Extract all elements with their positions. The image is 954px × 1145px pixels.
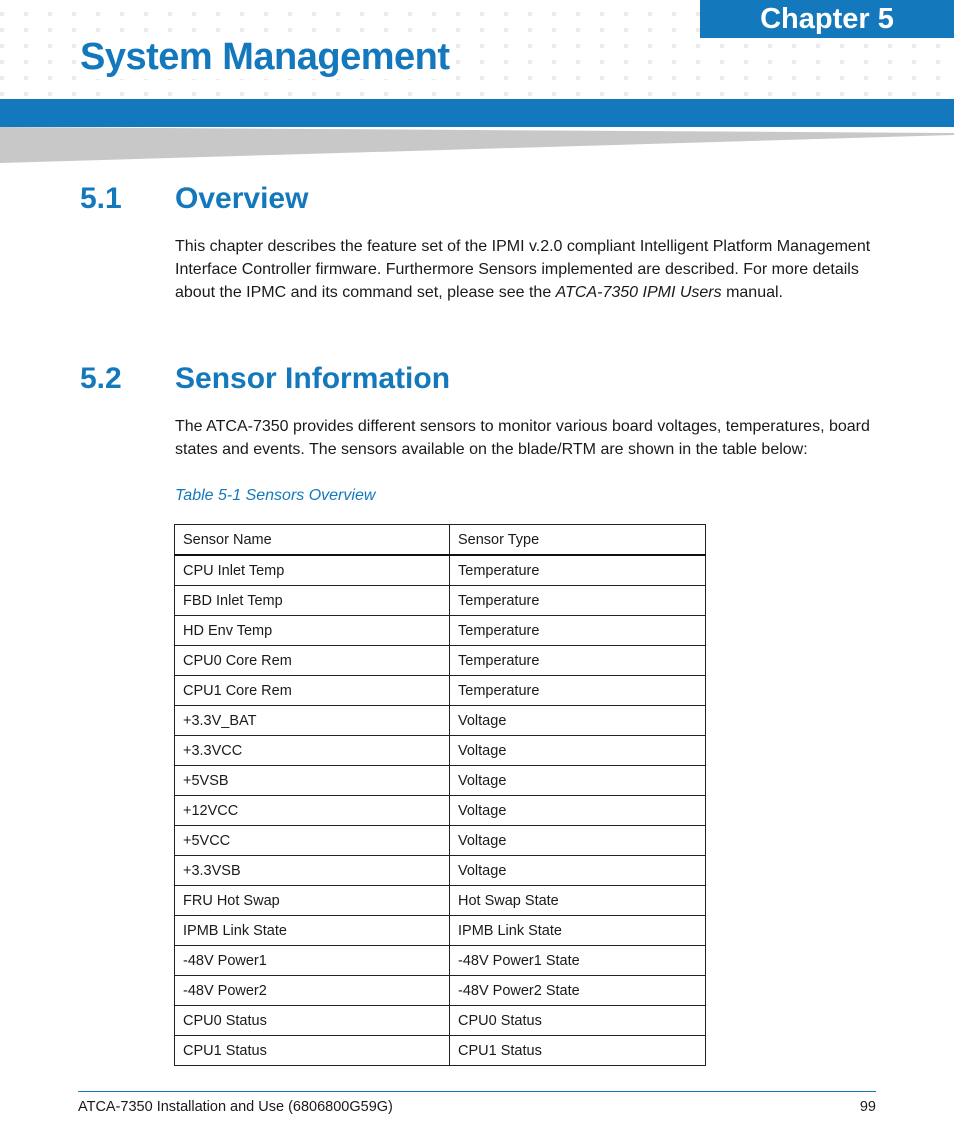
- sensor-type-cell: Voltage: [450, 826, 706, 856]
- table-row: [175, 586, 706, 616]
- sensor-name-cell: CPU0 Status: [175, 1006, 450, 1036]
- footer-rule: [78, 1091, 876, 1092]
- sensor-type-cell: CPU1 Status: [450, 1036, 706, 1066]
- section-1-paragraph: [175, 235, 895, 304]
- sensor-name-cell: CPU1 Status: [175, 1036, 450, 1066]
- ipmi-users-manual-ref: ATCA-7350 IPMI Users: [555, 284, 722, 301]
- section-1-number: 5.1: [80, 182, 122, 215]
- section-1-title: Overview: [175, 182, 309, 215]
- sensor-type-cell: Temperature: [450, 646, 706, 676]
- sensor-name-cell: FRU Hot Swap: [175, 886, 450, 916]
- sensor-type-cell: Hot Swap State: [450, 886, 706, 916]
- sensor-name-cell: HD Env Temp: [175, 616, 450, 646]
- sensor-name-cell: FBD Inlet Temp: [175, 586, 450, 616]
- section-2-paragraph: The ATCA-7350 provides different sensors to monitor various board voltages, temperatures, board states and events. The sensors available on the blade/RTM are shown in the table below:: [175, 418, 870, 458]
- table-row: [175, 826, 706, 856]
- sensor-name-cell: CPU1 Core Rem: [175, 676, 450, 706]
- section-2-title: Sensor Information: [175, 362, 451, 395]
- table-row: [175, 796, 706, 826]
- sensor-name-cell: +3.3VSB: [175, 856, 450, 886]
- section-1-text-a: This chapter describes the feature set of the IPMI v.2.0 compliant Intelligent Platform Management Interface Controller firmware. Furthermore Sensors implemented are described. For more details about the IPMC and its command set, please see the: [175, 238, 871, 301]
- table-row: [175, 646, 706, 676]
- header-gray-wedge: [0, 127, 954, 165]
- sensor-type-cell: Voltage: [450, 706, 706, 736]
- sensor-type-cell: Temperature: [450, 616, 706, 646]
- sensor-type-cell: CPU0 Status: [450, 1006, 706, 1036]
- sensor-name-cell: CPU Inlet Temp: [175, 555, 450, 586]
- sensor-name-cell: +5VSB: [175, 766, 450, 796]
- table-caption: Table 5-1 Sensors Overview: [175, 487, 376, 504]
- sensor-type-cell: Voltage: [450, 736, 706, 766]
- section-2-number: 5.2: [80, 362, 122, 395]
- header-blue-band: [0, 99, 954, 127]
- sensor-name-cell: -48V Power1: [175, 946, 450, 976]
- table-row: [175, 766, 706, 796]
- sensor-type-cell: -48V Power1 State: [450, 946, 706, 976]
- sensor-type-cell: Temperature: [450, 586, 706, 616]
- table-row: [175, 916, 706, 946]
- footer-page-number: 99: [859, 1099, 876, 1115]
- column-header-sensor-name: Sensor Name: [175, 525, 450, 556]
- column-header-sensor-type: Sensor Type: [450, 525, 706, 556]
- table-row: [175, 1036, 706, 1066]
- table-row: [175, 676, 706, 706]
- table-row: [175, 616, 706, 646]
- page-title: System Management: [80, 36, 456, 79]
- sensor-type-cell: IPMB Link State: [450, 916, 706, 946]
- sensor-name-cell: CPU0 Core Rem: [175, 646, 450, 676]
- sensor-name-cell: +3.3V_BAT: [175, 706, 450, 736]
- sensor-type-cell: Voltage: [450, 766, 706, 796]
- table-row: [175, 736, 706, 766]
- table-row: [175, 886, 706, 916]
- table-row: [175, 976, 706, 1006]
- sensor-name-cell: +5VCC: [175, 826, 450, 856]
- sensor-type-cell: Temperature: [450, 555, 706, 586]
- sensor-type-cell: Voltage: [450, 796, 706, 826]
- table-row: [175, 1006, 706, 1036]
- sensor-type-cell: Temperature: [450, 676, 706, 706]
- sensor-type-cell: Voltage: [450, 856, 706, 886]
- table-row: [175, 946, 706, 976]
- table-row: [175, 856, 706, 886]
- sensor-name-cell: IPMB Link State: [175, 916, 450, 946]
- sensors-table: [174, 524, 706, 1066]
- sensor-name-cell: +12VCC: [175, 796, 450, 826]
- footer-doc-title: ATCA-7350 Installation and Use (6806800G59G): [78, 1099, 393, 1115]
- chapter-label: Chapter 5: [700, 0, 954, 38]
- sensor-name-cell: +3.3VCC: [175, 736, 450, 766]
- table-row: [175, 555, 706, 586]
- table-row: [175, 706, 706, 736]
- section-1-text-b: manual.: [721, 284, 783, 301]
- sensor-name-cell: -48V Power2: [175, 976, 450, 1006]
- sensor-type-cell: -48V Power2 State: [450, 976, 706, 1006]
- table-header-row: [175, 525, 706, 556]
